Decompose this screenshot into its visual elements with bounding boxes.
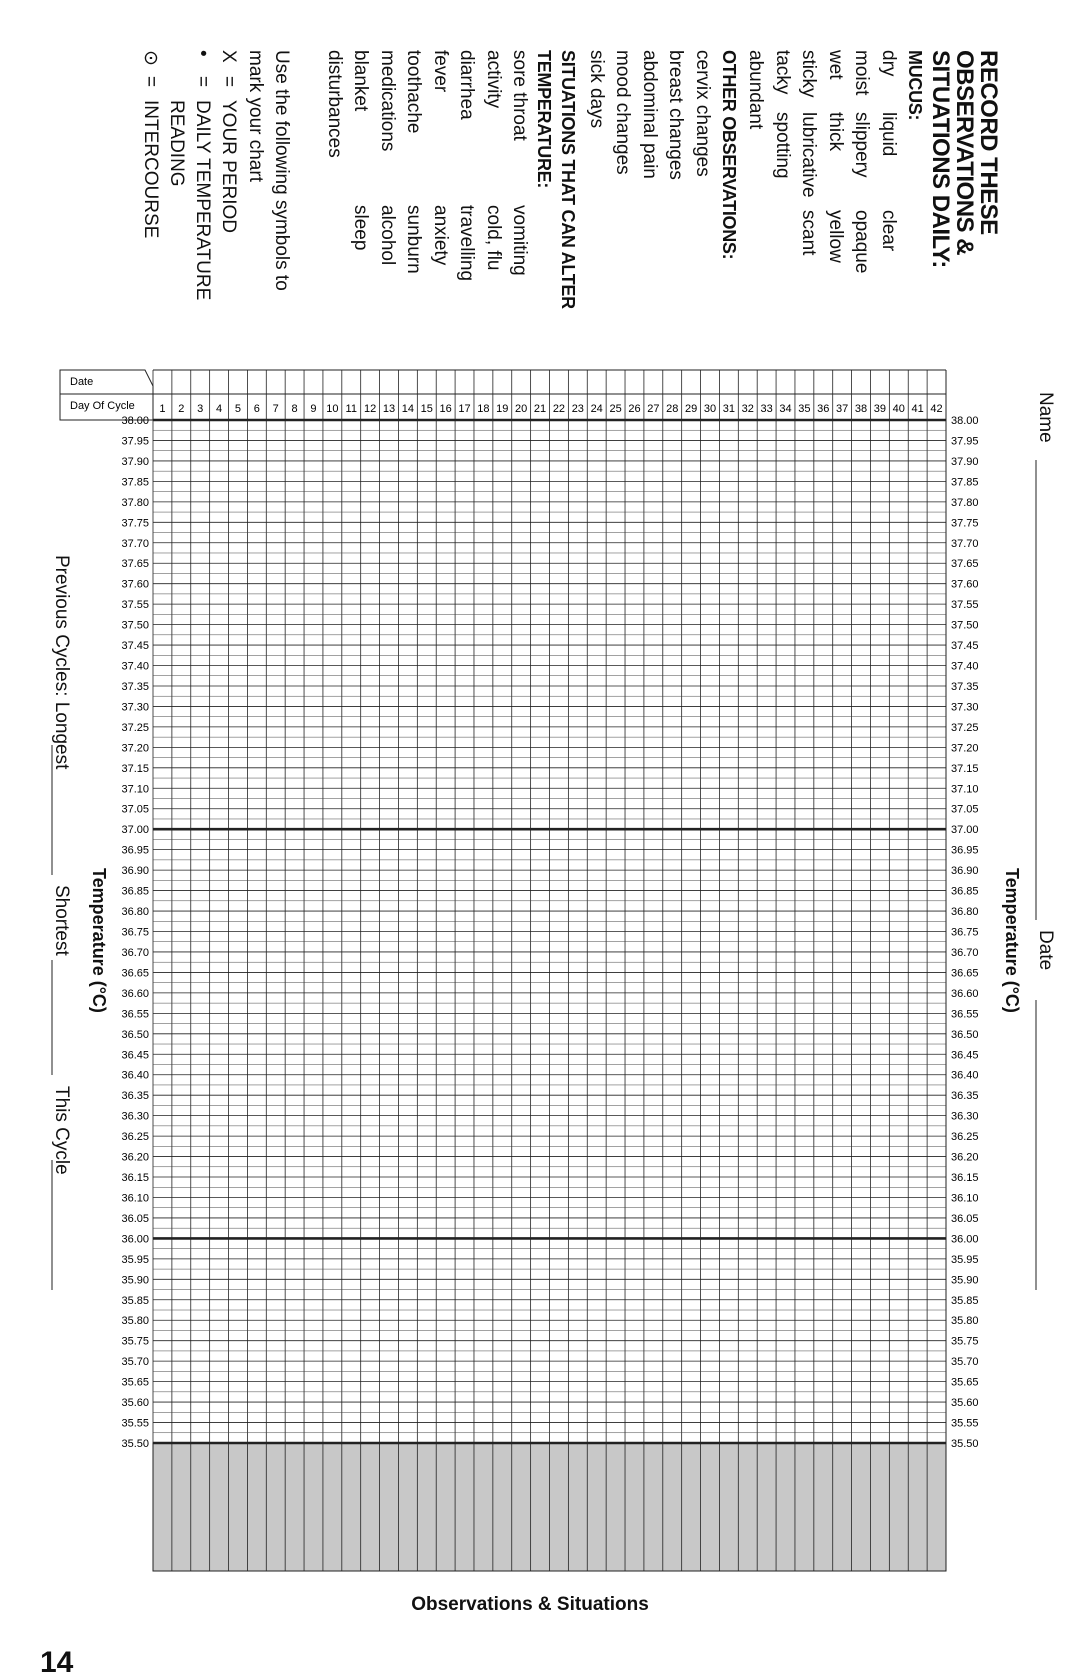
situation-term: disturbances	[324, 50, 345, 158]
day-number: 15	[420, 403, 433, 415]
situation-term: sunburn	[403, 205, 425, 274]
temp-label-left: 37.75	[121, 517, 149, 530]
temp-label-right: 35.85	[951, 1294, 979, 1307]
legend-symbol: •	[192, 50, 214, 57]
temp-label-left: 36.75	[121, 926, 149, 939]
heading-line-2: OBSERVATIONS &	[951, 50, 978, 256]
temp-label-right: 36.25	[951, 1131, 979, 1144]
temp-label-left: 36.85	[121, 885, 149, 898]
temp-label-right: 37.25	[951, 721, 979, 734]
temp-label-right: 37.05	[951, 803, 979, 816]
temp-label-left: 35.90	[121, 1274, 149, 1287]
temp-label-left: 35.60	[121, 1397, 149, 1410]
situation-term: anxiety	[430, 205, 451, 266]
temp-label-right: 37.35	[951, 680, 979, 693]
temp-label-left: 37.40	[121, 660, 149, 673]
day-number: 4	[216, 403, 223, 415]
temp-label-left: 36.50	[121, 1028, 149, 1041]
temp-label-right: 37.20	[951, 742, 979, 755]
temp-label-right: 37.95	[951, 435, 979, 448]
day-number: 31	[722, 403, 735, 415]
temp-label-left: 36.70	[121, 946, 149, 959]
day-number: 3	[197, 403, 204, 415]
legend-symbol: ⊙	[140, 50, 162, 66]
temp-label-right: 37.90	[951, 455, 979, 468]
situation-term: sore throat	[509, 50, 531, 141]
temp-label-left: 36.30	[121, 1110, 149, 1123]
temp-label-left: 37.85	[121, 476, 149, 489]
temp-label-left: 35.55	[121, 1417, 149, 1430]
temp-label-right: 36.40	[951, 1069, 979, 1082]
temp-label-left: 37.25	[121, 721, 149, 734]
day-number: 19	[496, 403, 509, 415]
temp-label-left: 35.70	[121, 1356, 149, 1369]
temp-label-left: 35.80	[121, 1315, 149, 1328]
temp-label-right: 35.70	[951, 1356, 979, 1369]
mucus-term: wet	[825, 50, 846, 80]
temp-label-right: 37.75	[951, 517, 979, 530]
day-number: 17	[458, 403, 471, 415]
legend-equals: =	[140, 76, 162, 88]
other-observation-item: cervix changes	[692, 50, 713, 177]
situation-term: cold, flu	[483, 205, 504, 271]
temp-label-left: 36.45	[121, 1049, 149, 1062]
mucus-term: abundant	[745, 50, 767, 130]
observations-label: Observations & Situations	[411, 1594, 649, 1615]
day-number: 5	[234, 403, 242, 415]
day-number: 29	[684, 403, 698, 415]
temp-label-right: 37.50	[951, 619, 979, 632]
temp-label-left: 36.90	[121, 865, 149, 878]
mucus-term: moist	[851, 50, 873, 96]
day-number: 35	[798, 403, 811, 415]
day-number: 30	[703, 403, 717, 415]
day-number: 10	[326, 403, 339, 415]
day-number: 23	[571, 403, 584, 415]
day-number: 41	[911, 403, 924, 415]
legend-text: INTERCOURSE	[140, 100, 162, 239]
temp-label-right: 35.50	[951, 1438, 979, 1450]
day-number: 26	[628, 403, 641, 415]
temp-label-right: 37.10	[951, 783, 979, 796]
temp-label-right: 36.90	[951, 865, 979, 878]
temp-label-right: 36.50	[951, 1028, 979, 1041]
temp-label-right: 36.75	[951, 926, 979, 939]
day-number: 40	[892, 403, 905, 415]
temp-label-left: 37.60	[121, 578, 149, 591]
temp-label-right: 36.95	[951, 844, 979, 857]
temp-label-left: 37.05	[121, 803, 149, 816]
mucus-term: spotting	[772, 112, 793, 179]
day-number: 33	[760, 403, 773, 415]
temp-label-right: 35.80	[951, 1315, 979, 1328]
temp-label-right: 36.05	[951, 1212, 979, 1225]
symbols-intro-2: mark your chart	[245, 50, 266, 182]
day-number: 8	[291, 403, 298, 415]
situation-term: blanket	[350, 50, 372, 112]
day-number: 38	[854, 403, 868, 415]
temp-label-right: 36.20	[951, 1151, 979, 1164]
mucus-term: sticky	[798, 50, 820, 98]
temp-label-left: 36.35	[121, 1090, 149, 1103]
heading-line-1: RECORD THESE	[975, 50, 1002, 235]
day-number: 18	[477, 403, 490, 415]
temp-label-right: 36.65	[951, 967, 979, 980]
day-number: 42	[930, 403, 943, 415]
day-number: 22	[552, 403, 566, 415]
previous-cycles-this-cycle: This Cycle	[51, 1086, 72, 1175]
day-row-label: Day Of Cycle	[70, 400, 135, 412]
temp-label-left: 37.70	[121, 537, 149, 550]
temp-label-right: 36.45	[951, 1049, 979, 1062]
temp-label-right: 37.80	[951, 496, 979, 509]
temp-label-right: 37.45	[951, 640, 979, 653]
legend-text: YOUR PERIOD	[218, 100, 240, 234]
situation-term: fever	[430, 50, 451, 93]
temp-label-right: 36.60	[951, 987, 979, 1000]
temp-label-left: 37.20	[121, 742, 149, 755]
day-number: 25	[609, 403, 622, 415]
temp-label-right: 37.00	[951, 824, 979, 837]
temp-label-left: 37.45	[121, 640, 149, 653]
symbols-intro-1: Use the following symbols to	[271, 50, 293, 291]
temp-label-left: 37.15	[121, 762, 149, 775]
temp-label-right: 35.95	[951, 1253, 979, 1266]
temp-label-right: 35.60	[951, 1397, 979, 1410]
legend-text: READING	[166, 100, 188, 187]
temp-label-left: 36.20	[121, 1151, 149, 1164]
temp-label-right: 35.55	[951, 1417, 979, 1430]
day-number: 28	[666, 403, 679, 415]
day-number: 24	[590, 403, 603, 415]
mucus-term: opaque	[851, 210, 873, 274]
legend-text: DAILY TEMPERATURE	[192, 100, 214, 301]
axis-label-right: Temperature (°C)	[1002, 868, 1022, 1013]
temp-label-right: 37.55	[951, 599, 979, 612]
page-number: 14	[40, 1646, 74, 1679]
temp-label-left: 36.65	[121, 967, 149, 980]
temp-label-left: 37.50	[121, 619, 149, 632]
situation-term: medications	[377, 50, 398, 152]
mucus-term: clear	[878, 210, 899, 252]
temp-label-right: 37.85	[951, 476, 979, 489]
day-number: 2	[178, 403, 185, 415]
temp-label-left: 36.15	[121, 1172, 149, 1185]
situation-term: alcohol	[377, 205, 398, 266]
temp-label-right: 37.15	[951, 762, 979, 775]
mucus-term: liquid	[878, 112, 899, 157]
previous-cycles-shortest: Shortest	[51, 885, 72, 956]
temp-label-left: 36.25	[121, 1131, 149, 1144]
temp-label-left: 36.95	[121, 844, 149, 857]
temp-label-right: 35.75	[951, 1335, 979, 1348]
date-label: Date	[1035, 930, 1056, 971]
temp-label-left: 37.30	[121, 701, 149, 714]
situations-title-2: TEMPERATURE:	[534, 50, 555, 189]
other-observation-item: abdominal pain	[639, 50, 660, 179]
situation-term: toothache	[403, 50, 425, 134]
day-number: 21	[533, 403, 547, 415]
other-observation-item: sick days	[586, 50, 607, 129]
temp-label-left: 37.65	[121, 558, 149, 571]
temp-label-right: 35.90	[951, 1274, 979, 1287]
temp-label-right: 36.55	[951, 1008, 979, 1021]
mucus-term: yellow	[825, 210, 846, 263]
day-number: 27	[647, 403, 660, 415]
mucus-term: thick	[825, 112, 846, 152]
day-number: 7	[272, 403, 279, 415]
day-number: 34	[779, 403, 792, 415]
other-observation-item: mood changes	[612, 50, 634, 175]
day-number: 37	[836, 403, 849, 415]
temp-label-right: 38.00	[951, 415, 979, 427]
situation-term: activity	[483, 50, 504, 109]
temp-label-left: 36.60	[121, 987, 149, 1000]
mucus-term: scant	[798, 210, 820, 256]
temp-label-right: 36.15	[951, 1172, 979, 1185]
day-number: 20	[515, 403, 528, 415]
temp-label-left: 35.65	[121, 1376, 149, 1389]
axis-label-left: Temperature (°C)	[89, 868, 109, 1013]
temp-label-left: 37.95	[121, 435, 149, 448]
mucus-term: lubricative	[798, 112, 820, 198]
temp-label-right: 37.30	[951, 701, 979, 714]
situation-term: travelling	[456, 205, 478, 282]
temp-label-right: 37.40	[951, 660, 979, 673]
temp-label-right: 37.70	[951, 537, 979, 550]
previous-cycles-longest: Previous Cycles: Longest	[51, 555, 72, 770]
legend-equals: =	[192, 76, 214, 88]
temp-label-left: 37.00	[121, 824, 149, 837]
temp-label-left: 36.10	[121, 1192, 149, 1205]
date-row-label: Date	[70, 376, 94, 388]
day-number: 11	[345, 403, 357, 415]
temp-label-right: 36.70	[951, 946, 979, 959]
other-observations-title: OTHER OBSERVATIONS:	[719, 50, 739, 260]
temp-label-left: 36.00	[121, 1233, 149, 1246]
day-number: 1	[159, 403, 166, 415]
temp-label-right: 36.80	[951, 906, 979, 919]
day-number: 9	[310, 403, 317, 415]
situation-term: sleep	[350, 205, 372, 251]
temp-label-right: 37.65	[951, 558, 979, 571]
temp-label-right: 35.65	[951, 1376, 979, 1389]
mucus-term: dry	[878, 50, 899, 77]
legend-symbol: X	[218, 50, 240, 63]
temp-label-left: 36.55	[121, 1008, 149, 1021]
name-label: Name	[1035, 392, 1056, 443]
temp-label-left: 37.90	[121, 455, 149, 468]
mucus-term: tacky	[772, 50, 793, 95]
temp-label-left: 35.95	[121, 1253, 149, 1266]
temp-label-left: 35.50	[121, 1438, 149, 1450]
situation-term: diarrhea	[456, 50, 478, 120]
temp-label-left: 38.00	[121, 415, 149, 427]
day-number: 14	[401, 403, 415, 415]
mucus-title: MUCUS:	[905, 50, 925, 121]
day-number: 13	[382, 403, 396, 415]
day-number: 16	[439, 403, 452, 415]
other-observation-item: breast changes	[665, 50, 687, 180]
temp-label-left: 36.80	[121, 906, 149, 919]
temp-label-right: 36.35	[951, 1090, 979, 1103]
temp-label-left: 35.75	[121, 1335, 149, 1348]
heading-line-3: SITUATIONS DAILY:	[927, 50, 954, 268]
mucus-term: slippery	[851, 112, 873, 178]
temp-label-left: 37.55	[121, 599, 149, 612]
temp-label-right: 36.00	[951, 1233, 979, 1246]
situations-title-1: SITUATIONS THAT CAN ALTER	[558, 50, 579, 309]
temp-label-right: 36.30	[951, 1110, 979, 1123]
day-number: 32	[741, 403, 754, 415]
situation-term: vomiting	[509, 205, 531, 276]
temp-label-right: 36.85	[951, 885, 979, 898]
temp-label-left: 35.85	[121, 1294, 149, 1307]
temp-label-left: 37.35	[121, 680, 149, 693]
day-number: 39	[873, 403, 887, 415]
temp-label-left: 37.10	[121, 783, 149, 796]
temp-label-left: 37.80	[121, 496, 149, 509]
day-number: 12	[364, 403, 377, 415]
day-number: 36	[817, 403, 830, 415]
temp-label-left: 36.05	[121, 1212, 149, 1225]
legend-equals: =	[218, 76, 240, 88]
day-number: 6	[253, 403, 260, 415]
temp-label-right: 37.60	[951, 578, 979, 591]
temp-label-right: 36.10	[951, 1192, 979, 1205]
temp-label-left: 36.40	[121, 1069, 149, 1082]
